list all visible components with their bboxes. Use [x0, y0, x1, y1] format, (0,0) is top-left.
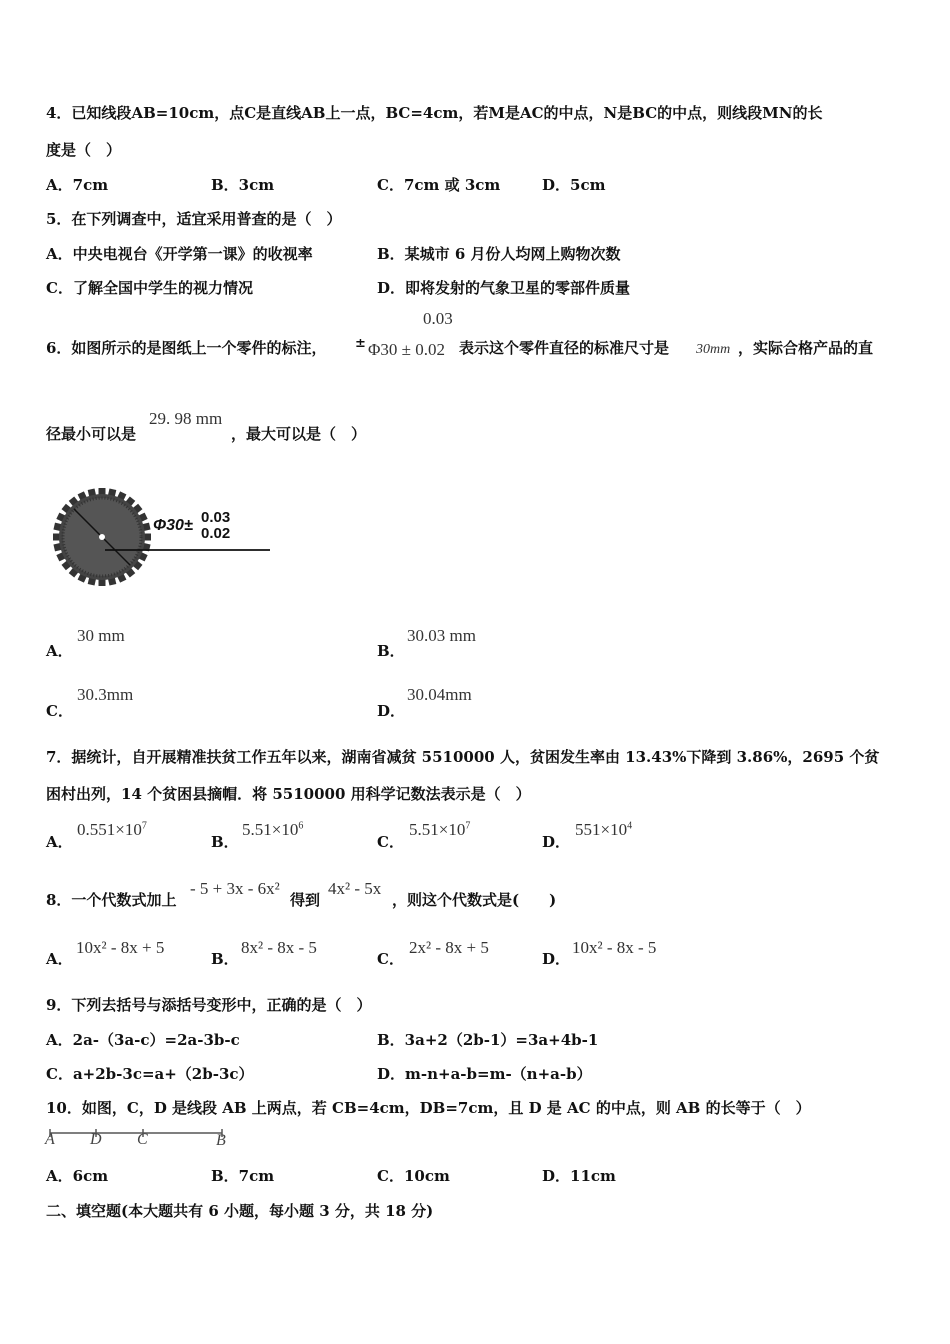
q4-option-b: B．3cm	[211, 176, 275, 194]
q10-option-d: D．11cm	[542, 1167, 616, 1185]
q8-stem-mid: 得到	[290, 891, 321, 909]
q6-option-b-value: 30.03 mm	[407, 626, 476, 645]
q7-option-d-label: D．	[542, 833, 571, 851]
q10-option-c: C．10cm	[377, 1167, 450, 1185]
q6-stem-mid: 表示这个零件直径的标准尺寸是	[459, 339, 670, 357]
q8-expr-result: 4x² - 5x	[328, 879, 382, 898]
q10-option-b: B．7cm	[211, 1167, 275, 1185]
q4-option-a: A．7cm	[46, 176, 109, 194]
q9-stem: 9．下列去括号与添括号变形中，正确的是（ ）	[46, 996, 372, 1014]
q6-pm-sign: ±	[355, 336, 366, 351]
q6-option-c-label: C．	[46, 702, 73, 720]
q6-option-a-value: 30 mm	[77, 626, 125, 645]
q7-option-c-label: C．	[377, 833, 404, 851]
gear-figure	[46, 484, 276, 588]
q5-stem: 5．在下列调查中，适宜采用普查的是（ ）	[46, 210, 342, 228]
q5-option-c: C．了解全国中学生的视力情况	[46, 279, 253, 297]
q8-option-d-value: 10x² - 8x - 5	[572, 938, 657, 957]
q8-option-b-value: 8x² - 8x - 5	[241, 938, 317, 957]
q7-option-d-value: $551\times 10^4$	[575, 820, 633, 839]
q6-standard-size: 30mm	[696, 342, 731, 357]
q6-dimension-expr: Φ30 ± 0.02	[368, 340, 446, 359]
q6-option-c-value: 30.3mm	[77, 685, 134, 704]
q7-option-a-value: $0.551\times 10^7$	[77, 820, 147, 839]
q7-stem-line2: 困村出列，14 个贫困县摘帽．将 5510000 用科学记数法表示是（ ）	[46, 785, 531, 803]
q6-option-a-label: A．	[46, 642, 73, 660]
point-label-b: B	[216, 1132, 226, 1149]
section-2-title: 二、填空题(本大题共有 6 小题，每小题 3 分，共 18 分)	[46, 1202, 434, 1220]
figure-lower-tolerance: 0.02	[201, 525, 231, 542]
point-label-c: C	[137, 1131, 148, 1148]
gear-icon	[46, 484, 276, 588]
figure-dimension-label: Φ30±	[153, 517, 193, 534]
q9-option-b: B．3a+2（2b-1）=3a+4b-1	[377, 1031, 599, 1049]
q7-option-b-label: B．	[211, 833, 239, 851]
q8-stem-suffix: ，则这个代数式是( )	[392, 891, 557, 909]
q8-option-d-label: D．	[542, 950, 571, 968]
q8-option-c-value: 2x² - 8x + 5	[409, 938, 489, 957]
q5-option-d: D．即将发射的气象卫星的零部件质量	[377, 279, 631, 297]
point-label-d: D	[90, 1131, 102, 1148]
q8-option-a-label: A．	[46, 950, 73, 968]
q8-expr-added: - 5 + 3x - 6x²	[190, 879, 280, 898]
q6-option-d-label: D．	[377, 702, 406, 720]
q4-stem-line1: 4．已知线段AB=10cm，点C是直线AB上一点，BC=4cm，若M是AC的中点，N是BC的中点，则线段MN的长	[46, 104, 823, 122]
q10-stem: 10．如图，C，D 是线段 AB 上两点，若 CB=4cm，DB=7cm，且 D 是 AC 的中点，则 AB 的长等于（ ）	[46, 1099, 811, 1117]
q9-option-d: D．m-n+a-b=m-（n+a-b）	[377, 1065, 592, 1083]
q4-option-d: D．5cm	[542, 176, 606, 194]
q7-stem-line1: 7．据统计，自开展精准扶贫工作五年以来，湖南省减贫 5510000 人，贫困发生率由 13.43%下降到 3.86%，2695 个贫	[46, 748, 880, 766]
q7-option-c-value: $5.51\times 10^7$	[409, 820, 471, 839]
q6-upper-tolerance: 0.03	[423, 309, 453, 328]
q10-option-a: A．6cm	[46, 1167, 109, 1185]
q6-line2-prefix: 径最小可以是	[46, 425, 137, 443]
q8-stem-prefix: 8．一个代数式加上	[46, 891, 177, 909]
q4-stem-line2: 度是（ ）	[46, 141, 122, 159]
segment-figure	[44, 1126, 234, 1152]
q8-option-c-label: C．	[377, 950, 404, 968]
q7-option-a-label: A．	[46, 833, 73, 851]
q6-option-d-value: 30.04mm	[407, 685, 472, 704]
q8-option-a-value: 10x² - 8x + 5	[76, 938, 165, 957]
q9-option-a: A．2a-（3a-c）=2a-3b-c	[46, 1031, 240, 1049]
q6-min-value: 29. 98 mm	[149, 409, 223, 428]
q5-option-b: B．某城市 6 月份人均网上购物次数	[377, 245, 621, 263]
q6-line2-suffix: ，最大可以是（ ）	[231, 425, 367, 443]
q5-option-a: A．中央电视台《开学第一课》的收视率	[46, 245, 313, 263]
q8-option-b-label: B．	[211, 950, 239, 968]
q6-stem-suffix: ，实际合格产品的直	[738, 339, 874, 357]
figure-upper-tolerance: 0.03	[201, 509, 231, 526]
q9-option-c: C．a+2b-3c=a+（2b-3c）	[46, 1065, 254, 1083]
q4-option-c: C．7cm 或 3cm	[377, 176, 501, 194]
q7-option-b-value: $5.51\times 10^6$	[242, 820, 304, 839]
q6-option-b-label: B．	[377, 642, 405, 660]
point-label-a: A	[45, 1131, 55, 1148]
q6-stem-prefix: 6．如图所示的是图纸上一个零件的标注，	[46, 339, 327, 357]
